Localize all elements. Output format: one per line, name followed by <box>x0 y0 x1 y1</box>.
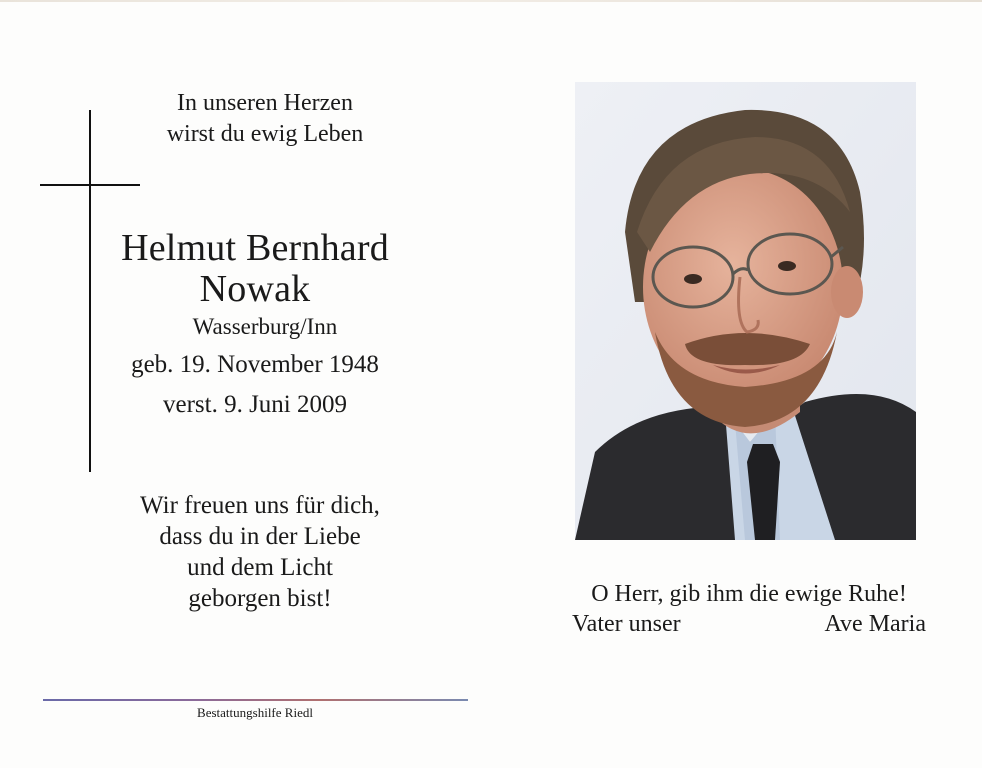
portrait-photo <box>575 82 916 540</box>
verse-bottom-line-3: und dem Licht <box>187 554 333 581</box>
verse-top-line-2: wirst du ewig Leben <box>166 121 364 147</box>
prayer-ave-maria: Ave Maria <box>824 611 926 637</box>
top-edge <box>0 0 982 2</box>
cross-horizontal-icon <box>40 184 140 186</box>
place: Wasserburg/Inn <box>192 314 338 339</box>
prayer-vater-unser: Vater unser <box>572 611 681 637</box>
verse-bottom-line-1: Wir freuen uns für dich, <box>140 492 380 519</box>
verse-bottom <box>95 490 425 614</box>
verse-top-line-1: In unseren Herzen <box>177 90 353 116</box>
death-date: verst. 9. Juni 2009 <box>162 391 348 418</box>
verse-bottom-line-4: geborgen bist! <box>188 585 332 612</box>
deceased-name <box>85 228 425 310</box>
portrait-photo-icon <box>575 82 916 540</box>
bottom-divider <box>43 699 468 701</box>
name-line-2: Nowak <box>199 268 311 310</box>
verse-top <box>110 88 420 150</box>
prayer-line-1: O Herr, gib ihm die ewige Ruhe! <box>591 581 907 607</box>
verse-bottom-line-2: dass du in der Liebe <box>159 523 361 550</box>
birth-date: geb. 19. November 1948 <box>131 351 379 378</box>
name-line-1: Helmut Bernhard <box>121 227 389 269</box>
undertaker: Bestattungshilfe Riedl <box>197 705 313 720</box>
